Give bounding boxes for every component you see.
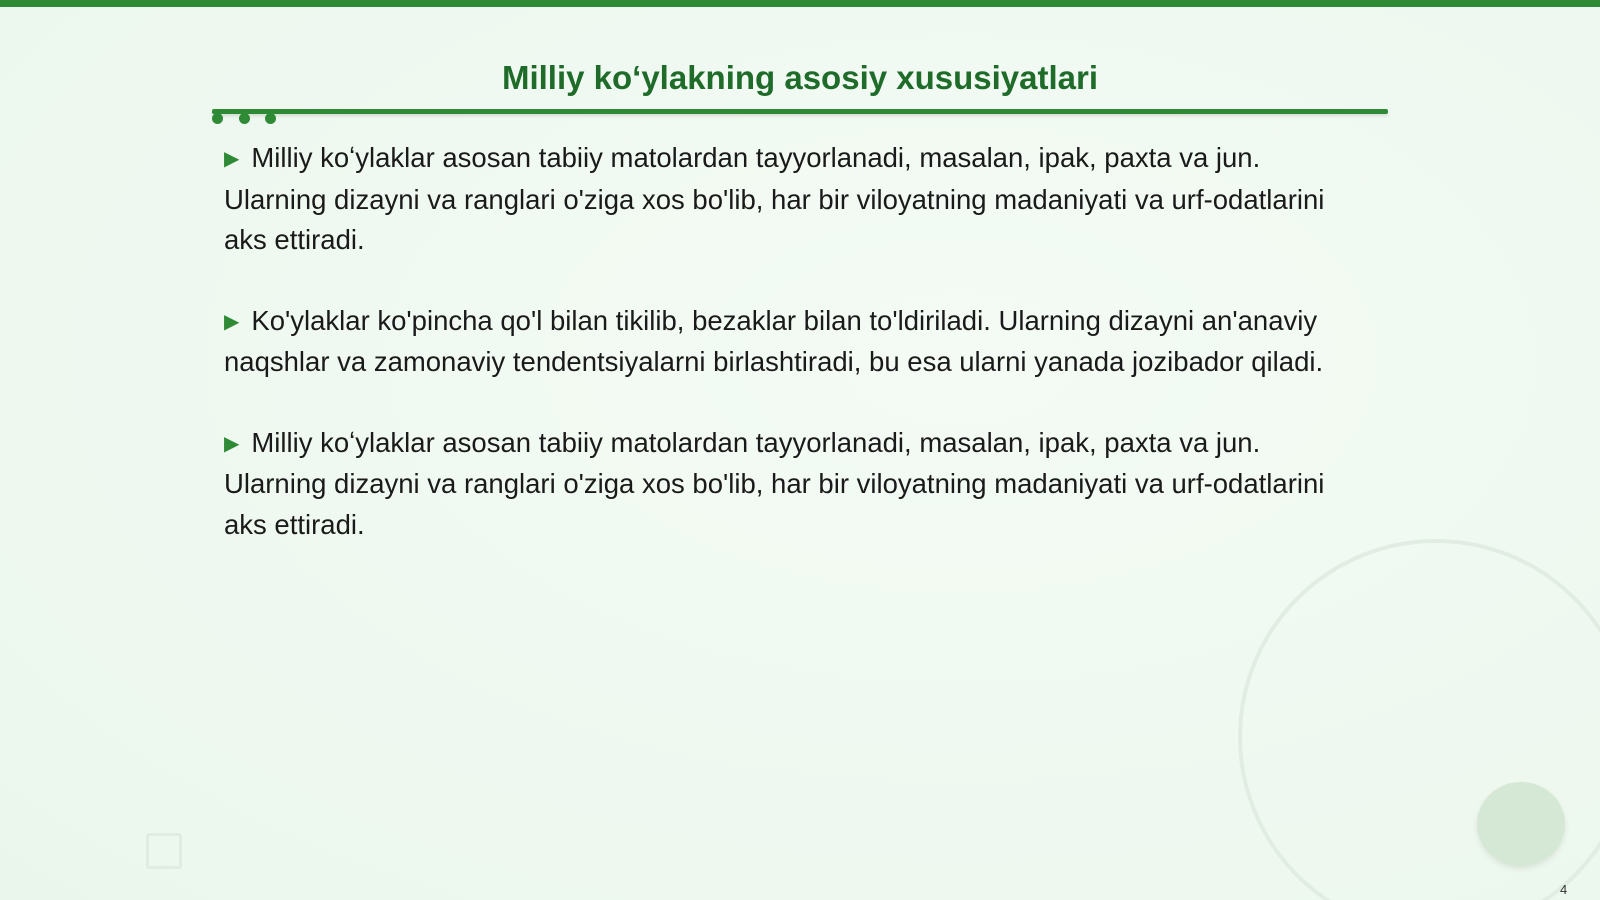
bullet-arrow-icon: ▶ (224, 432, 240, 455)
bullet-arrow-icon: ▶ (224, 310, 240, 333)
title-underline (212, 109, 1388, 114)
bullet-item (224, 138, 1364, 261)
bullet-list (224, 138, 1364, 585)
slide-title: Milliy koʻylakning asosiy xususiyatlari (501, 59, 1099, 96)
top-accent-bar (0, 0, 1600, 7)
decorative-dot (265, 113, 276, 124)
bullet-arrow-icon: ▶ (224, 148, 240, 170)
decorative-square (146, 833, 182, 869)
decorative-dot (239, 113, 250, 124)
bullet-text: Ko'ylaklar ko'pincha qo'l bilan tikilib, bezaklar bilan to'ldiriladi. Ularning dizayni an'anaviy naqshlar va zamonaviy tendentsiyalarni birlashtiradi, bu esa ularni yanada jozibador qiladi. (224, 304, 1324, 377)
bullet-item (224, 301, 1364, 383)
bullet-text: Milliy koʻylaklar asosan tabiiy matolardan tayyorlanadi, masalan, ipak, paxta va jun. Ularning dizayni va ranglari o'ziga xos bo'lib, har bir viloyatning madaniyati va urf-odatlarini aks ettiradi. (224, 142, 1325, 255)
decorative-circle (1477, 782, 1565, 866)
page-number: 4 (1560, 882, 1568, 897)
bullet-item (224, 423, 1364, 546)
bullet-text: Milliy koʻylaklar asosan tabiiy matolardan tayyorlanadi, masalan, ipak, paxta va jun. Ularning dizayni va ranglari o'ziga xos bo'lib, har bir viloyatning madaniyati va urf-odatlarini aks ettiradi. (224, 426, 1325, 540)
decorative-dot (212, 113, 223, 124)
